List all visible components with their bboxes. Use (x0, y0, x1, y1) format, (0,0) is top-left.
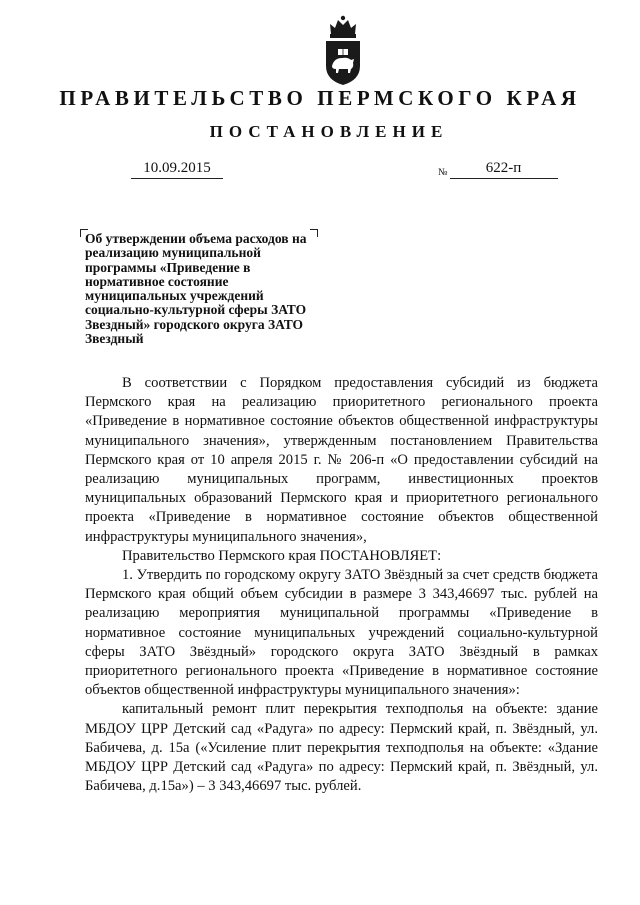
body-paragraph: В соответствии с Порядком предоставления субсидий из бюджета Пермского края на реализацию приоритетного регионального проекта «Приведение в нормативное состояние объектов общественной инфраструктуры муниципального значения», утвержденным постановлением Правительства Пермского края от 10 апреля 2015 г. № 206-п «О предоставлении субсидий на реализацию муниципальных программ, инвестиционных проектов муниципальных образований Пермского края и приоритетного регионального проекта «Приведение в нормативное состояние объектов общественной инфраструктуры муниципального значения», (85, 375, 598, 545)
government-title: ПРАВИТЕЛЬСТВО ПЕРМСКОГО КРАЯ (59, 86, 581, 110)
document-date: 10.09.2015 (131, 160, 223, 179)
coat-of-arms-icon (321, 14, 365, 86)
body-paragraph: капитальный ремонт плит перекрытия техподполья на объекте: здание МБДОУ ЦРР Детский сад «Радуга» по адресу: Пермский край, п. Звёздный, ул. Бабичева, д. 15а («Усиление плит перекрытия техподполья на объекте: «Здание МБДОУ ЦРР Детский сад «Радуга» по адресу: Пермский край, п. Звёздный, ул. Бабичева, д.15а») – 3 343,46697 тыс. рублей. (85, 701, 598, 795)
document-subject: Об утверждении объема расходов на реализацию муниципальной программы «Приведение в нормативное состояние муниципальных учреждений социально-культурной сферы ЗАТО Звездный» городского округа ЗАТО Звездный (85, 231, 307, 347)
body-paragraph: Правительство Пермского края ПОСТАНОВЛЯЕТ: (122, 547, 442, 564)
document-type: ПОСТАНОВЛЕНИЕ (209, 122, 449, 141)
number-sign: № (438, 167, 448, 178)
body-paragraph: 1. Утвердить по городскому округу ЗАТО Звёздный за счет средств бюджета Пермского края общий объем субсидии в размере 3 343,46697 тыс. рублей на реализацию мероприятия муниципальной программы «Приведение в нормативное состояние муниципальных учреждений социально-культурной сферы ЗАТО Звёздный» городского округа ЗАТО Звёздный в рамках приоритетного регионального проекта «Приведение в нормативное состояние объектов общественной инфраструктуры муниципального значения»: (85, 567, 598, 699)
number-value: 622-п (450, 160, 558, 179)
document-body (85, 374, 598, 796)
document-number (438, 160, 558, 179)
